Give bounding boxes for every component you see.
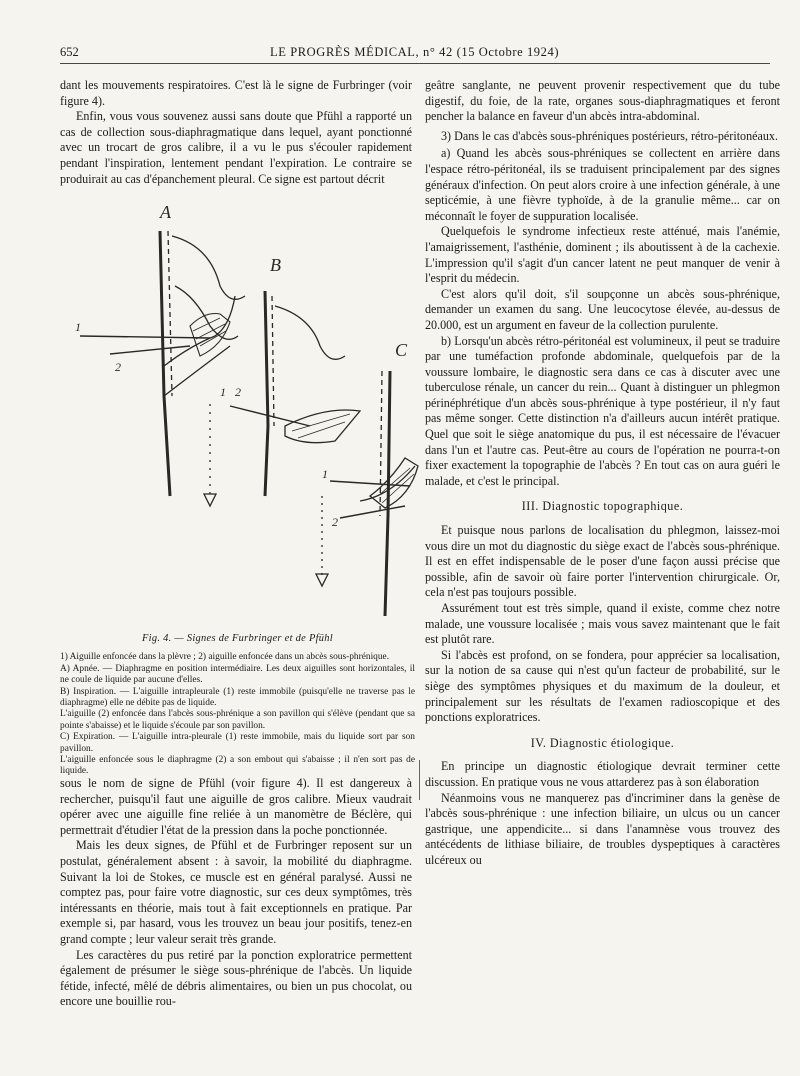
needle-label-1: 1 (220, 385, 226, 399)
paragraph: Quelquefois le syndrome infectieux reste atténué, mais l'anémie, l'amaigrissement, l'asthénie, dominent ; ils aboutissent à de la cachexie. L'impression qu'il s'agit d'un cancer latent ne peut manquer de venir à l'esprit du médecin. (425, 224, 780, 286)
needle-label-2: 2 (332, 515, 338, 529)
paragraph: Si l'abcès est profond, on se fondera, pour apprécier sa localisation, sur la notion de sa cause qui n'est qu'un facteur de probabilité, sur le siège des symptômes physiques et du maximum de la douleur, et principalement sur les résultats de l'examen radioscopique et des ponctions exploratrices. (425, 647, 780, 725)
left-column-bottom (60, 776, 412, 1010)
caption-line: L'aiguille enfoncée sous le diaphragme (2) a son embout qui s'abaisse ; il n'en sort pas de liquide. (60, 755, 415, 777)
caption-line: L'aiguille (2) enfoncée dans l'abcès sous-phrénique a son pavillon qui s'élève (pendant que sa pointe s'abaisse) et le liquide s'écoule par son pavillon. (60, 709, 415, 731)
paragraph: sous le nom de signe de Pfühl (voir figure 4). Il est dangereux à rechercher, puisqu'il faut une aiguille de gros calibre. Mieux vaudrait opérer avec une aiguille fine reliée à un manomètre de Béclère, qui permettrait d'étudier l'état de la pression dans la poche ponctionnée. (60, 776, 412, 837)
caption-line: C) Expiration. — L'aiguille intra-pleurale (1) reste immobile, mais du liquide sort par son pavillon. (60, 732, 415, 754)
label-b: B (270, 255, 281, 275)
paragraph: Et puisque nous parlons de localisation du phlegmon, laissez-moi vous dire un mot du diagnostic du siège exact de l'abcès sous-phrénique. Il est en effet indispensable de le poser d'une façon aussi précise que possible, afin de savoir où faire porter l'intervention chirurgicale. Or, cela n'est pas toujours possible. (425, 523, 780, 600)
caption-line: A) Apnée. — Diaphragme en position intermédiaire. Les deux aiguilles sont horizontales, il ne coule de liquide par aucune d'elles. (60, 663, 415, 686)
paragraph: dant les mouvements respiratoires. C'est là le signe de Furbringer (voir figure 4). (60, 78, 412, 108)
paragraph: C'est alors qu'il doit, s'il soupçonne un abcès sous-phrénique, demander un examen du sang. Une leucocytose élevée, au-dessus de 20.000, est un argument en faveur de la collection purulente. (425, 286, 780, 332)
needle-label-1: 1 (322, 467, 328, 481)
caption-line: 1) Aiguille enfoncée dans la plèvre ; 2) aiguille enfoncée dans un abcès sous-phrénique. (60, 652, 390, 663)
paragraph: geâtre sanglante, ne peuvent provenir respectivement que du tube digestif, du foie, de la rate, organes sous-diaphragmatiques et feront pencher la balance en faveur d'un abcès intra-abdominal. (425, 78, 780, 124)
label-c: C (395, 340, 408, 360)
paragraph: a) Quand les abcès sous-phréniques se collectent en arrière dans l'espace rétro-péritonéal, ils se traduisent principalement par des signes généraux d'infection. On peut alors croire à une infection générale, à une septicémie, à une fièvre typhoïde, à de la granulie même... car on méconnaît le foyer de suppuration localisée. (425, 146, 780, 223)
paragraph: Mais les deux signes, de Pfühl et de Furbringer reposent sur un postulat, généralement absent : à savoir, la mobilité du diaphragme. Suivant la loi de Stokes, ce muscle est en général paralysé. Aussi ne comptez pas, pour faire votre diagnostic, sur ces deux symptômes, très intéressants en théorie, mais tout à fait exceptionnels en pratique. Par exemple si, par hasard, vous les trouvez un beau jour positifs, tenez-en grand compte ; leur valeur serait très grande. (60, 838, 412, 946)
paragraph: Assurément tout est très simple, quand il existe, comme chez notre malade, une voussure localisée ; mais vous savez maintenant que le fait est plutôt rare. (425, 601, 780, 647)
left-column-top (60, 78, 412, 187)
figure-caption (60, 633, 415, 778)
right-column (425, 78, 780, 869)
journal-title: LE PROGRÈS MÉDICAL, n° 42 (15 Octobre 1924) (270, 45, 560, 59)
figure-4-illustration (60, 196, 425, 626)
subsection-heading: 3) Dans le cas d'abcès sous-phréniques postérieurs, rétro-péritonéaux. (441, 128, 778, 143)
caption-title: Fig. 4. — Signes de Furbringer et de Pfühl (142, 633, 333, 644)
section-heading: III. Diagnostic topographique. (521, 499, 684, 514)
column-divider (419, 760, 420, 800)
paragraph: En principe un diagnostic étiologique devrait terminer cette discussion. En pratique vous ne vous attarderez pas à son élaboration (425, 759, 780, 789)
paragraph: Les caractères du pus retiré par la ponction exploratrice permettent également de présumer le siège sous-phrénique de l'abcès. Un liquide fétide, infecté, mêlé de débris alimentaires, ou bien un pus chocolat, ou encore une bouillie rou- (60, 947, 412, 1009)
needle-diagram (60, 196, 425, 626)
needle-label-1: 1 (75, 320, 81, 334)
paragraph: Enfin, vous vous souvenez aussi sans doute que Pfühl a rapporté un cas de collection sous-diaphragmatique dans lequel, ayant ponctionné avec un trocart de gros calibre, il a vu le pus s'écouler rapidement pendant l'inspiration, lentement pendant l'expiration. Le contraire se produirait au cas d'épanchement pleural. Ce signe est partout décrit (60, 109, 412, 186)
paragraph: Néanmoins vous ne manquerez pas d'incriminer dans la genèse de l'abcès sous-phrénique : une infection biliaire, un ulcus ou un cancer gastrique, une appendicite... si dans l'anamnèse vous trouvez des antécédents de lithiase biliaire, de troubles dyspeptiques à caractères ulcéreux ou (425, 790, 780, 867)
page-header (60, 43, 770, 64)
label-a: A (160, 202, 171, 222)
page-number: 652 (60, 45, 79, 59)
paragraph: b) Lorsqu'un abcès rétro-péritonéal est volumineux, il peut se traduire par une tuméfaction profonde abdominale, quelquefois par de la voussure lombaire, le diagnostic sera dans ce cas à discuter avec une tuberculose rénale, un cancer du rein... Quant à distinguer un phlegmon périnéphrétique d'un abcès sous-phrénique à type postérieur, il n'y faut pas même songer. Cette distinction n'a d'ailleurs aucun intérêt pratique. Quel que soit le siège anatomique du pus, il est nécessaire de l'évacuer dans l'un et l'autre cas. Peut-être au cours de l'opération ne pourra-t-on fixer exactement la topographie de l'abcès ? En tout cas on aura guéri le malade, et c'est le principal. (425, 333, 780, 488)
needle-label-2: 2 (235, 385, 241, 399)
caption-line: B) Inspiration. — L'aiguille intrapleurale (1) reste immobile (puisqu'elle ne traverse pas le diaphragme) elle ne débite pas de liquide. (60, 686, 415, 709)
section-heading: IV. Diagnostic étiologique. (530, 735, 675, 750)
needle-label-2: 2 (115, 360, 121, 374)
